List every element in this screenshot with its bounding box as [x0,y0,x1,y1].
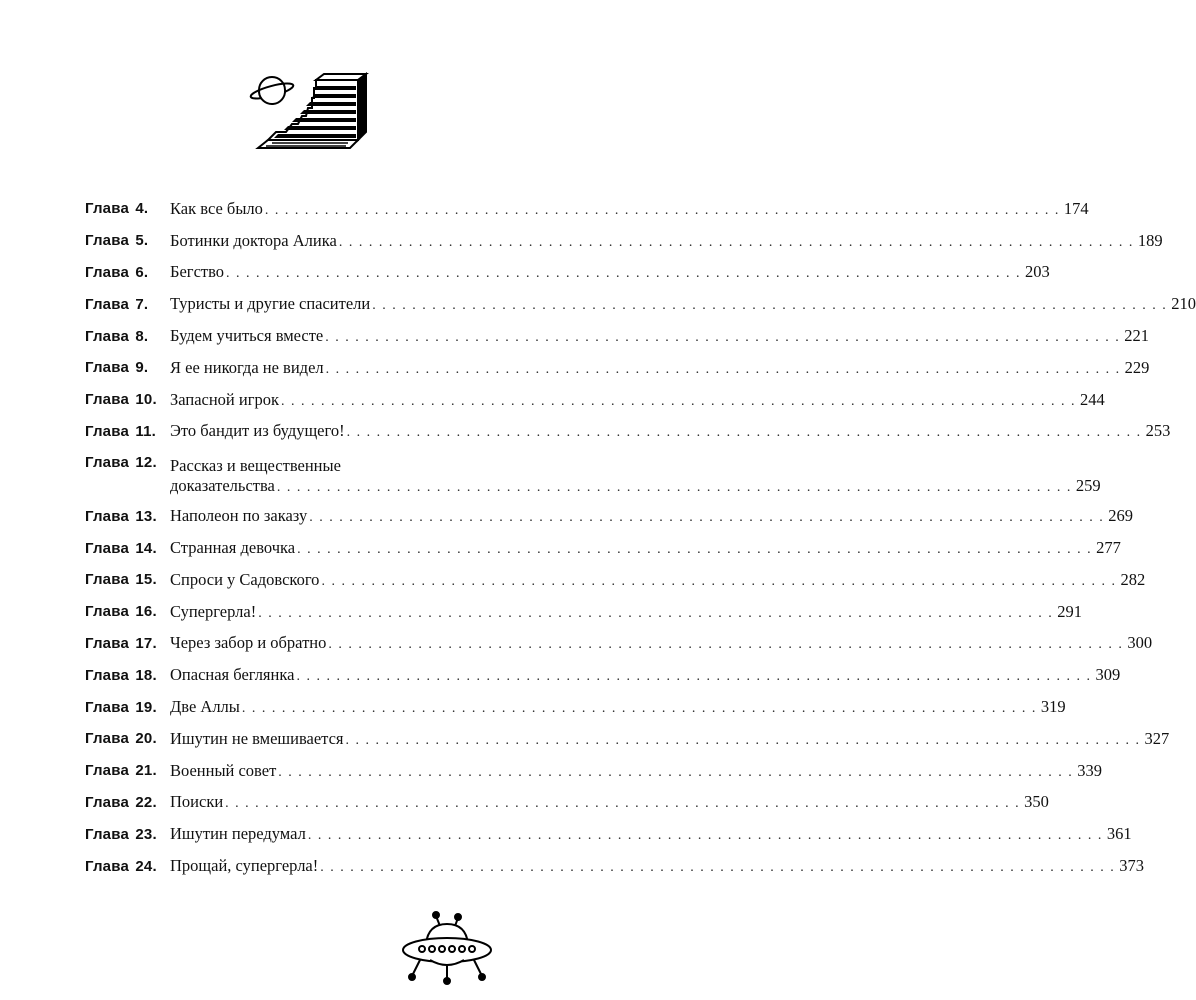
chapter-label [85,264,170,281]
chapter-number: 14. [135,539,157,557]
page-number: 373 [1119,856,1144,876]
dot-leader: . . . . . . . . . . . . . . . . . . . . . . . . . . . . . . . . . . . . . . . . . . . . . . . . . . . . . . . . . . . . . . . . . . . . . . . . . . . . . . . . [328,637,1124,653]
chapter-number: 10. [135,391,157,409]
dot-leader: . . . . . . . . . . . . . . . . . . . . . . . . . . . . . . . . . . . . . . . . . . . . . . . . . . . . . . . . . . . . . . . . . . . . . . . . . . . . . . . . [296,669,1092,685]
toc-entry [85,500,1133,532]
chapter-title: Прощай, супергерла! [170,856,319,876]
page-number: 300 [1127,633,1153,653]
chapter-number: 9. [135,359,149,377]
chapter-label [85,200,170,217]
dot-leader: . . . . . . . . . . . . . . . . . . . . . . . . . . . . . . . . . . . . . . . . . . . . . . . . . . . . . . . . . . . . . . . . . . . . . . . . . . . . . . . . [276,480,1072,496]
chapter-word: Глава [85,730,129,748]
planet-icon [249,77,294,104]
toc-entry [85,850,1144,882]
chapter-number: 21. [135,762,157,780]
toc-entry [85,225,1163,257]
toc-entry [85,288,1196,320]
page-number: 269 [1108,506,1133,526]
chapter-label [85,603,170,620]
chapter-label [85,423,170,440]
page-number: 350 [1024,792,1049,812]
dot-leader: . . . . . . . . . . . . . . . . . . . . . . . . . . . . . . . . . . . . . . . . . . . . . . . . . . . . . . . . . . . . . . . . . . . . . . . . . . . . . . . . [281,393,1076,409]
chapter-number: 22. [135,793,157,811]
chapter-title: Ботинки доктора Алика [170,230,337,250]
chapter-title: Это бандит из будущего! [170,421,345,441]
page-number: 339 [1077,760,1103,780]
toc-entry [85,257,1050,289]
chapter-title: Опасная беглянка [170,665,295,685]
dot-leader: . . . . . . . . . . . . . . . . . . . . . . . . . . . . . . . . . . . . . . . . . . . . . . . . . . . . . . . . . . . . . . . . . . . . . . . . . . . . . . . . [258,605,1054,621]
chapter-number: 23. [135,825,157,843]
page-number: 221 [1124,326,1150,346]
chapter-title: Супергерла! [170,601,257,621]
chapter-label [85,296,170,313]
chapter-number: 5. [135,232,149,250]
chapter-label [85,762,170,779]
page-number: 229 [1124,357,1150,377]
chapter-title: Запасной игрок [170,389,279,409]
toc-entry [85,532,1121,564]
chapter-number: 20. [135,730,157,748]
toc-entry [85,193,1089,225]
chapter-number: 6. [135,263,149,281]
chapter-label [85,730,170,747]
chapter-label [85,359,170,376]
chapter-word: Глава [85,571,129,589]
chapter-label [85,391,170,408]
dot-leader: . . . . . . . . . . . . . . . . . . . . . . . . . . . . . . . . . . . . . . . . . . . . . . . . . . . . . . . . . . . . . . . . . . . . . . . . . . . . . . . . [241,701,1037,717]
chapter-title: Через забор и обратно [170,633,327,653]
chapter-number: 16. [135,603,157,621]
chapter-label [85,699,170,716]
chapter-word: Глава [85,666,129,684]
chapter-number: 19. [135,698,157,716]
page-number: 361 [1106,824,1132,844]
chapter-number: 17. [135,634,157,652]
chapter-label [85,540,170,557]
chapter-word: Глава [85,507,129,525]
page-number: 319 [1040,697,1066,717]
chapter-title: Поиски [170,792,224,812]
chapter-label [85,826,170,843]
toc-entry [85,416,1171,448]
page-number: 244 [1080,389,1105,409]
chapter-title: Военный совет [170,760,277,780]
chapter-title: Я ее никогда не видел [170,357,324,377]
chapter-label [85,794,170,811]
chapter-title: доказательства [170,476,275,496]
dot-leader: . . . . . . . . . . . . . . . . . . . . . . . . . . . . . . . . . . . . . . . . . . . . . . . . . . . . . . . . . . . . . . . . . . . . . . . . . . . . . . . . [321,573,1117,589]
chapter-word: Глава [85,327,129,345]
dot-leader: . . . . . . . . . . . . . . . . . . . . . . . . . . . . . . . . . . . . . . . . . . . . . . . . . . . . . . . . . . . . . . . . . . . . . . . . . . . . . . . . [309,510,1105,526]
chapter-number: 13. [135,507,157,525]
page-number: 277 [1096,538,1121,558]
chapter-title: Как все было [170,198,263,218]
chapter-word: Глава [85,762,129,780]
page-number: 259 [1075,476,1101,496]
dot-leader: . . . . . . . . . . . . . . . . . . . . . . . . . . . . . . . . . . . . . . . . . . . . . . . . . . . . . . . . . . . . . . . . . . . . . . . . . . . . . . . . [320,860,1116,876]
toc-entry [85,787,1049,819]
dot-leader: . . . . . . . . . . . . . . . . . . . . . . . . . . . . . . . . . . . . . . . . . . . . . . . . . . . . . . . . . . . . . . . . . . . . . . . . . . . . . . . . [372,298,1168,314]
table-of-contents [85,193,1196,882]
page-number: 327 [1144,728,1170,748]
chapter-label [85,858,170,875]
chapter-title: Туристы и другие спасители [170,294,371,314]
chapter-word: Глава [85,857,129,875]
chapter-word: Глава [85,603,129,621]
chapter-word: Глава [85,698,129,716]
chapter-number: 12. [135,454,157,472]
page-number: 282 [1120,569,1146,589]
page-number: 210 [1171,294,1196,314]
dot-leader: . . . . . . . . . . . . . . . . . . . . . . . . . . . . . . . . . . . . . . . . . . . . . . . . . . . . . . . . . . . . . . . . . . . . . . . . . . . . . . . . [278,764,1074,780]
chapter-word: Глава [85,391,129,409]
chapter-word: Глава [85,539,129,557]
page-number: 174 [1063,198,1089,218]
toc-entry [85,384,1105,416]
dot-leader: . . . . . . . . . . . . . . . . . . . . . . . . . . . . . . . . . . . . . . . . . . . . . . . . . . . . . . . . . . . . . . . . . . . . . . . . . . . . . . . . [325,330,1121,346]
dot-leader: . . . . . . . . . . . . . . . . . . . . . . . . . . . . . . . . . . . . . . . . . . . . . . . . . . . . . . . . . . . . . . . . . . . . . . . . . . . . . . . . [325,361,1121,377]
chapter-word: Глава [85,232,129,250]
chapter-word: Глава [85,825,129,843]
chapter-word: Глава [85,793,129,811]
chapter-title: Будем учиться вместе [170,326,324,346]
chapter-label [85,447,170,471]
chapter-label [85,232,170,249]
toc-entry [85,320,1150,352]
toc-entry [85,628,1153,660]
planet-staircase-illustration [248,70,378,150]
chapter-word: Глава [85,263,129,281]
dot-leader: . . . . . . . . . . . . . . . . . . . . . . . . . . . . . . . . . . . . . . . . . . . . . . . . . . . . . . . . . . . . . . . . . . . . . . . . . . . . . . . . [226,266,1022,282]
toc-entry [85,564,1146,596]
chapter-title: Наполеон по заказу [170,506,308,526]
chapter-word: Глава [85,634,129,652]
chapter-word: Глава [85,295,129,313]
page-number: 189 [1137,230,1163,250]
toc-entry [85,352,1150,384]
chapter-title: Странная девочка [170,538,296,558]
dot-leader: . . . . . . . . . . . . . . . . . . . . . . . . . . . . . . . . . . . . . . . . . . . . . . . . . . . . . . . . . . . . . . . . . . . . . . . . . . . . . . . . [338,234,1134,250]
dot-leader: . . . . . . . . . . . . . . . . . . . . . . . . . . . . . . . . . . . . . . . . . . . . . . . . . . . . . . . . . . . . . . . . . . . . . . . . . . . . . . . . [345,732,1141,748]
chapter-number: 4. [135,200,149,218]
chapter-label [85,667,170,684]
chapter-number: 11. [135,422,156,440]
chapter-title: Ишутин не вмешивается [170,728,344,748]
toc-entry [85,659,1121,691]
chapter-word: Глава [85,200,129,218]
dot-leader: . . . . . . . . . . . . . . . . . . . . . . . . . . . . . . . . . . . . . . . . . . . . . . . . . . . . . . . . . . . . . . . . . . . . . . . . . . . . . . . . [264,202,1060,218]
chapter-word: Глава [85,359,129,377]
chapter-number: 8. [135,327,149,345]
page-number: 291 [1057,601,1082,621]
chapter-title: Рассказ и вещественные [170,456,341,476]
page-number: 309 [1095,665,1121,685]
chapter-number: 15. [135,571,157,589]
dot-leader: . . . . . . . . . . . . . . . . . . . . . . . . . . . . . . . . . . . . . . . . . . . . . . . . . . . . . . . . . . . . . . . . . . . . . . . . . . . . . . . . [307,828,1103,844]
chapter-label [85,571,170,588]
chapter-title: Ишутин передумал [170,824,306,844]
toc-entry [85,596,1082,628]
toc-entry [85,691,1066,723]
flying-saucer-illustration [400,910,495,985]
chapter-number: 7. [135,295,149,313]
dot-leader: . . . . . . . . . . . . . . . . . . . . . . . . . . . . . . . . . . . . . . . . . . . . . . . . . . . . . . . . . . . . . . . . . . . . . . . . . . . . . . . . [225,796,1021,812]
chapter-label [85,328,170,345]
toc-entry [85,818,1132,850]
dot-leader: . . . . . . . . . . . . . . . . . . . . . . . . . . . . . . . . . . . . . . . . . . . . . . . . . . . . . . . . . . . . . . . . . . . . . . . . . . . . . . . . [297,542,1093,558]
chapter-word: Глава [85,422,129,440]
page-number: 253 [1145,421,1171,441]
flying-saucer-icon [403,912,491,984]
chapter-word: Глава [85,454,129,472]
toc-entry [85,723,1170,755]
chapter-number: 24. [135,857,157,875]
chapter-number: 18. [135,666,157,684]
toc-entry [85,447,1101,500]
chapter-title: Бегство [170,262,225,282]
page-number: 203 [1025,262,1050,282]
dot-leader: . . . . . . . . . . . . . . . . . . . . . . . . . . . . . . . . . . . . . . . . . . . . . . . . . . . . . . . . . . . . . . . . . . . . . . . . . . . . . . . . [346,425,1142,441]
chapter-title: Спроси у Садовского [170,569,320,589]
toc-entry [85,755,1103,787]
chapter-label [85,508,170,525]
chapter-title: Две Аллы [170,697,240,717]
chapter-label [85,635,170,652]
